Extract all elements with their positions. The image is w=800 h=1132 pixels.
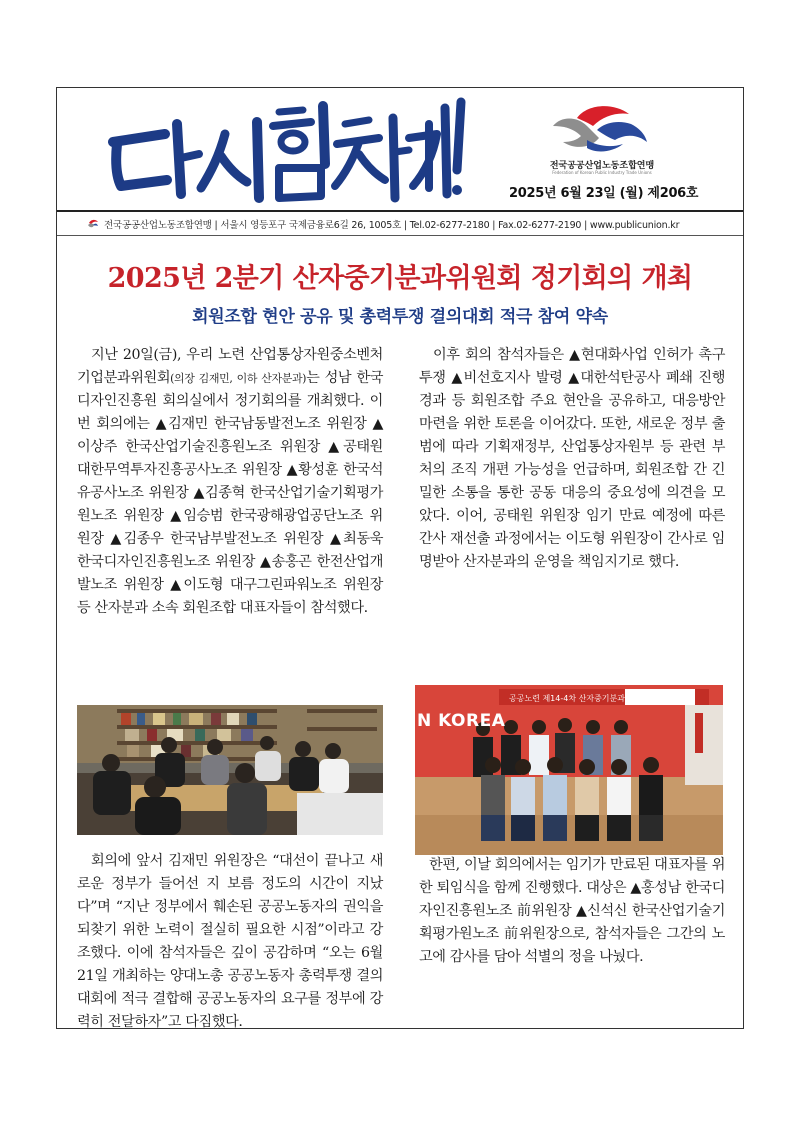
article-paragraph-2 xyxy=(77,850,383,1034)
union-logo-icon xyxy=(547,100,651,156)
article-paragraph-4 xyxy=(419,854,725,969)
newsletter-frame xyxy=(56,87,744,1029)
paragraph-3-text: 이후 회의 참석자들은 ▲현대화사업 인허가 촉구 투쟁 ▲비선호지사 발령 ▲대한석탄공사 폐쇄 진행경과 등 회원조합 주요 현안을 공유하고, 대응방안 마련을 위한 토론을 이어갔다. 또한, 새로운 정부 출범에 따라 기획재정부, 산업통상자원부 등 관련 부처의 조직 개편 가능성을 언급하며, 회원조합 간 긴밀한 소통을 통한 공동 대응의 중요성에 의견을 모았다. 이어, 공태원 위원장 임기 만료 예정에 따른 간사 재선출 과정에서는 이도형 위원장이 간사로 임명받아 산자분과의 운영을 책임지기로 했다. xyxy=(419,347,725,570)
issue-date: 2025년 6월 23일 (월) 제206호 xyxy=(509,186,699,201)
paragraph-2-text: 회의에 앞서 김재민 위원장은 “대선이 끝나고 새로운 정부가 들어선 지 보름 정도의 시간이 지났다”며 “지난 정부에서 훼손된 공공노동자의 권익을 되찾기 위한 노력이 절실히 필요한 시점”이라고 강조했다. 이에 참석자들은 깊이 공감하며 “오는 6월 21일 개최하는 양대노총 공공노동자 총력투쟁 결의대회에 적극 결합해 공공노동자의 요구를 정부에 강력히 전달하자”고 다짐했다. xyxy=(77,853,383,1030)
paragraph-1-body: 는 성남 한국디자인진흥원 회의실에서 정기회의를 개최했다. 이번 회의에는 ▲김재민 한국남동발전노조 위원장 ▲이상주 한국산업기술진흥원노조 위원장 ▲공태원 대한무역투자진흥공사노조 위원장 ▲황성훈 한국석유공사노조 위원장 ▲김종혁 한국산업기술기획평가원노조 위원장 ▲임승범 한국광해광업공단노조 위원장 ▲김종우 한국남부발전노조 위원장 ▲최동욱 한국디자인진흥원노조 위원장 ▲송홍곤 한전산업개발노조 위원장 ▲이도형 대구그린파워노조 위원장 등 산자분과 소속 회원조합 대표자들이 참석했다. xyxy=(77,370,384,616)
org-name: 전국공공산업노동조합연맹 xyxy=(549,161,655,171)
masthead-calligraphy-title xyxy=(107,94,467,206)
org-name-en: Federation of Korean Public Industry Trade Unions xyxy=(552,170,652,175)
group-photo xyxy=(415,685,723,855)
group-photo-banner: 공공노련 제14-4차 산자중기분과위원회 정기회의 xyxy=(509,694,682,703)
article-paragraph-3 xyxy=(419,344,725,574)
paragraph-1-lead: 지난 20일(금), 우리 노련 산업통상자원중소벤처기업분과위원회 xyxy=(77,347,383,386)
contact-info: 전국공공산업노동조합연맹 | 서울시 영등포구 국제금융로6길 26, 1005호 | Tel.02-6277-2180 | Fax.02-6277-2190 | www.publicunion.kr xyxy=(104,219,680,231)
masthead xyxy=(57,88,743,210)
contact-bar xyxy=(57,210,743,236)
paragraph-4-text: 한편, 이날 회의에서는 임기가 만료된 대표자를 위한 퇴임식을 함께 진행했다. 대상은 ▲홍성남 한국디자인진흥원노조 前위원장 ▲신석신 한국산업기술기획평가원노조 前위원장으로, 참석자들은 그간의 노고에 감사를 담아 석별의 정을 나눴다. xyxy=(419,857,725,965)
article-paragraph-1 xyxy=(77,344,383,620)
meeting-photo xyxy=(77,705,383,835)
union-mini-logo-icon xyxy=(87,218,99,230)
paragraph-1-aside: (의장 김재민, 이하 산자분과) xyxy=(170,372,307,385)
group-photo-backdrop: N KOREA xyxy=(417,711,506,731)
article-headline: 2025년 2분기 산자중기분과위원회 정기회의 개최 xyxy=(107,263,693,294)
article-subheadline: 회원조합 현안 공유 및 총력투쟁 결의대회 적극 참여 약속 xyxy=(192,307,608,327)
